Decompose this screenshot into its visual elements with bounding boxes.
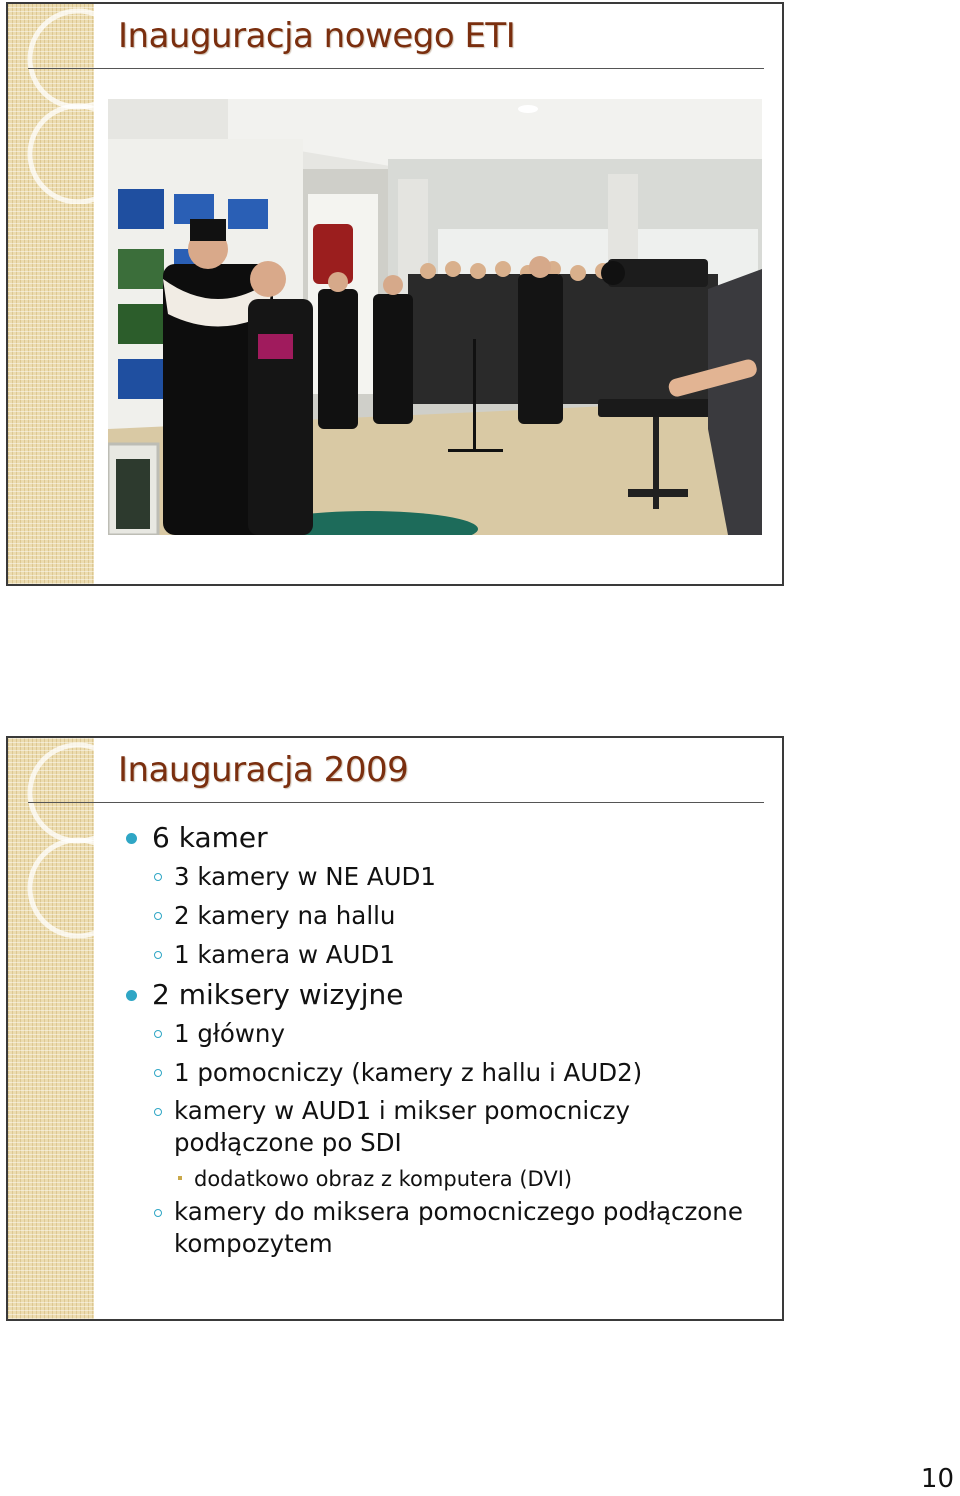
- list-item: [122, 860, 762, 894]
- bullet-text: 3 kamery w NE AUD1: [174, 862, 437, 891]
- bullet-square-icon: [178, 1176, 182, 1180]
- page-number: 10: [920, 1464, 954, 1494]
- title-divider: [28, 802, 764, 803]
- bullet-ring-icon: [154, 1108, 162, 1116]
- bullet-ring-icon: [154, 951, 162, 959]
- bullet-dot-icon: [126, 990, 137, 1001]
- decorative-swirl-icon: [8, 738, 94, 938]
- bullet-text: kamery do miksera pomocniczego podłączone kompozytem: [174, 1197, 743, 1258]
- ceremony-photo-icon: [108, 99, 762, 535]
- slide-title: Inauguracja nowego ETI: [118, 16, 516, 56]
- list-item: [122, 1164, 762, 1194]
- bullet-ring-icon: [154, 873, 162, 881]
- slide-title: Inauguracja 2009: [118, 750, 409, 790]
- list-item: [122, 1056, 762, 1090]
- bullet-ring-icon: [154, 1030, 162, 1038]
- list-item: [122, 820, 762, 856]
- slide-1: [6, 2, 784, 586]
- bullet-text: 1 kamera w AUD1: [174, 940, 395, 969]
- bullet-ring-icon: [154, 912, 162, 920]
- bullet-dot-icon: [126, 833, 137, 844]
- list-item: [122, 977, 762, 1013]
- list-item: [122, 1017, 762, 1051]
- list-item: [122, 938, 762, 972]
- title-divider: [28, 68, 764, 69]
- list-item: [122, 1196, 754, 1260]
- list-item: [122, 899, 762, 933]
- bullet-text: 1 pomocniczy (kamery z hallu i AUD2): [174, 1058, 643, 1087]
- ceremony-photo: [108, 99, 762, 535]
- decorative-swirl-icon: [8, 4, 94, 204]
- bullet-text: 2 kamery na hallu: [174, 901, 396, 930]
- bullet-text: kamery w AUD1 i mikser pomocniczy podłączone po SDI: [174, 1096, 631, 1157]
- bullet-ring-icon: [154, 1069, 162, 1077]
- bullet-list: [122, 820, 762, 1265]
- bullet-ring-icon: [154, 1209, 162, 1217]
- bullet-text: 2 miksery wizyjne: [152, 978, 404, 1011]
- list-item: [122, 1095, 644, 1159]
- decorative-side-stripe: [8, 738, 94, 1319]
- bullet-text: 6 kamer: [152, 821, 268, 854]
- bullet-text: dodatkowo obraz z komputera (DVI): [194, 1167, 573, 1191]
- slide-2: [6, 736, 784, 1321]
- bullet-text: 1 główny: [174, 1019, 285, 1048]
- decorative-side-stripe: [8, 4, 94, 584]
